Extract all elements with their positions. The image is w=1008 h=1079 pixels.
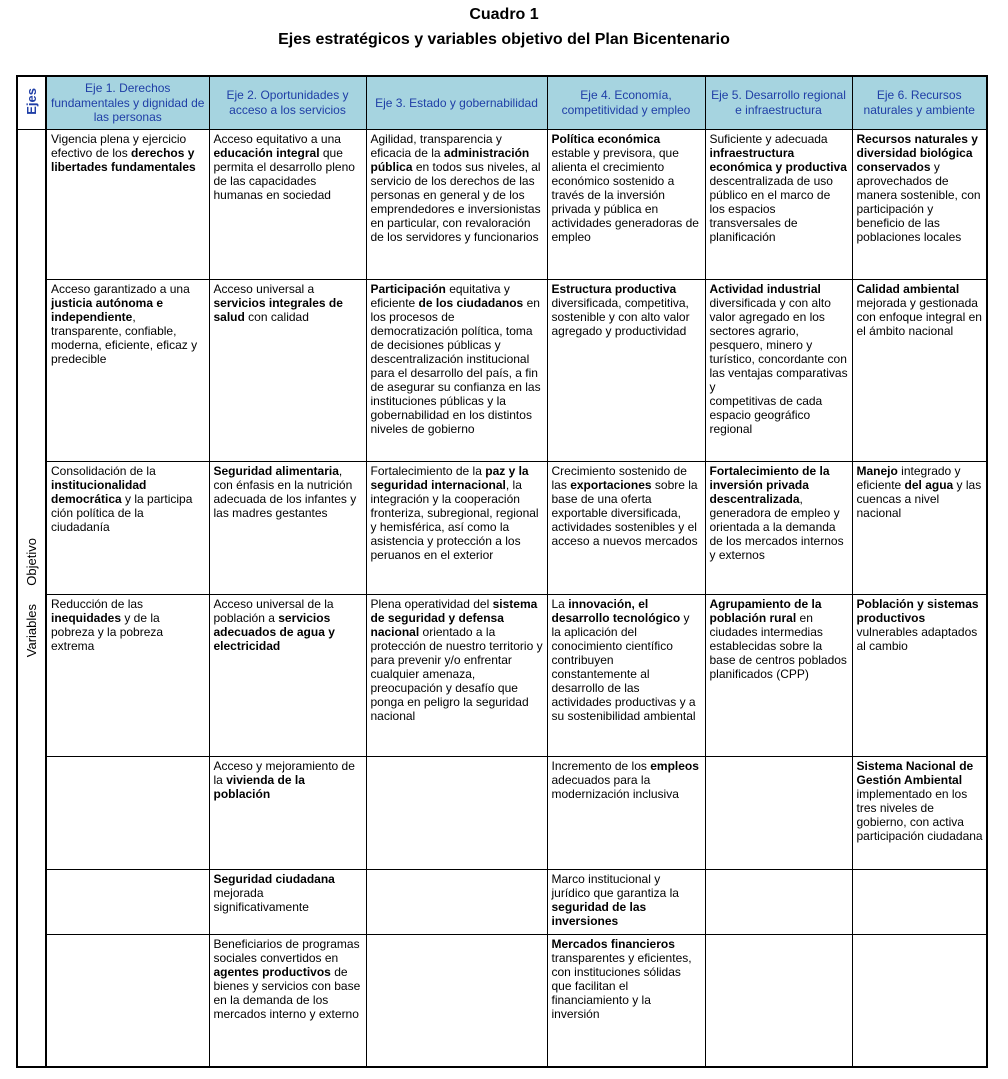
table-cell: Acceso equitativo a una educación integral que permita el desarrollo pleno de las capacidades humanas en sociedad [209,129,366,279]
objetivo-label: Objetivo [24,538,39,586]
variables-label: Variables [24,603,39,658]
table-cell: Sistema Nacional de Gestión Ambiental implementado en los tres niveles de gobierno, con activa participación ciudadana [852,756,987,869]
table-cell [705,756,852,869]
stub-variables-objetivo [17,129,46,1067]
table-cell: Reducción de las inequidades y de la pobreza y la pobreza extrema [46,594,209,756]
table-cell: Beneficiarios de programas sociales convertidos en agentes productivos de bienes y servicios con base en la demanda de los mercados interno y externo [209,934,366,1067]
table-cell: Crecimiento sostenido de las exportaciones sobre la base de una oferta exportable diversificada, actividades sostenibles y el acceso a nuevos mercados [547,461,705,594]
table-title [18,6,990,49]
column-header-eje-2: Eje 2. Oportunidades y acceso a los servicios [209,76,366,129]
table-cell: Plena operatividad del sistema de seguridad y defensa nacional orientado a la protección de nuestro territorio y para prevenir y/o enfrentar cualquier amenaza, preocupación y desafío que ponga en peligro la seguridad nacional [366,594,547,756]
ejes-label: Ejes [23,87,39,115]
column-header-eje-3: Eje 3. Estado y gobernabilidad [366,76,547,129]
stub-header-ejes [17,76,46,129]
table-cell [46,756,209,869]
table-row [17,756,987,869]
table-cell [705,869,852,934]
table-cell: Fortalecimiento de la inversión privada descentralizada, generadora de empleo y orientada a la demanda de los mercados internos y externos [705,461,852,594]
table-cell: Agrupamiento de la población rural en ciudades intermedias establecidas sobre la base de centros poblados planificados (CPP) [705,594,852,756]
table-cell: Agilidad, transparencia y eficacia de la administración pública en todos sus niveles, al servicio de los derechos de las personas en general y de los emprendedores e inversionistas en particular, con revaloración de los servidores y funcionarios [366,129,547,279]
table-cell: Estructura productiva diversificada, competitiva, sostenible y con alto valor agregado y productividad [547,279,705,461]
table-cell: Acceso y mejoramiento de la vivienda de la población [209,756,366,869]
table-cell: Vigencia plena y ejercicio efectivo de los derechos y libertades fundamentales [46,129,209,279]
page-title: Ejes estratégicos y variables objetivo del Plan Bicentenario [278,31,730,48]
table-cell: Política económica estable y previsora, que alienta el crecimiento económico sostenido a través de la inversión privada y pública en actividades generadoras de empleo [547,129,705,279]
table-row [17,279,987,461]
table-cell: Acceso garantizado a una justicia autónoma e independiente, transparente, confiable, moderna, eficiente, eficaz y predecible [46,279,209,461]
table-cell [46,869,209,934]
table-cell [366,756,547,869]
table-cell: Población y sistemas productivos vulnerables adaptados al cambio [852,594,987,756]
table-row [17,934,987,1067]
table-cell: Participación equitativa y eficiente de los ciudadanos en los procesos de democratización política, toma de decisiones públicas y descentralización institucional para el desarrollo del país, a fin de asegurar su confianza en las instituciones públicas y la gobernabilidad en los distintos niveles de gobierno [366,279,547,461]
table-cell: Acceso universal a servicios integrales de salud con calidad [209,279,366,461]
table-cell: Acceso universal de la población a servicios adecuados de agua y electricidad [209,594,366,756]
table-cell [46,934,209,1067]
table-cell: Recursos naturales y diversidad biológica conservados y aprovechados de manera sostenible, con participación y beneficio de las poblaciones locales [852,129,987,279]
table-cell [852,869,987,934]
table-cell: Seguridad alimentaria, con énfasis en la nutrición adecuada de los infantes y las madres gestantes [209,461,366,594]
table-cell: Seguridad ciudadana mejorada significativamente [209,869,366,934]
table-cell [705,934,852,1067]
table-cell: Manejo integrado y eficiente del agua y las cuencas a nivel nacional [852,461,987,594]
table-cell: Actividad industrial diversificada y con alto valor agregado en los sectores agrario, pesquero, minero y turístico, concordante con las ventajas comparativas y competitivas de cada espacio geográfico regional [705,279,852,461]
table-cell: Marco institucional y jurídico que garantiza la seguridad de las inversiones [547,869,705,934]
table-number: Cuadro 1 [469,6,539,23]
table-cell: Incremento de los empleos adecuados para la modernización inclusiva [547,756,705,869]
ejes-estrategicos-table [16,75,988,1068]
column-header-eje-5: Eje 5. Desarrollo regional e infraestructura [705,76,852,129]
table-cell: Mercados financieros transparentes y eficientes, con instituciones sólidas que facilitan el financiamiento y la inversión [547,934,705,1067]
table-cell [366,869,547,934]
column-header-eje-1: Eje 1. Derechos fundamentales y dignidad de las personas [46,76,209,129]
table-cell: Suficiente y adecuada infraestructura económica y productiva descentralizada de uso público en el marco de los espacios transversales de planificación [705,129,852,279]
column-header-eje-6: Eje 6. Recursos naturales y ambiente [852,76,987,129]
table-row [17,869,987,934]
table-cell: Calidad ambiental mejorada y gestionada con enfoque integral en el ámbito nacional [852,279,987,461]
table-row [17,129,987,279]
table-row [17,594,987,756]
table-cell [366,934,547,1067]
table-cell: Consolidación de la institucionalidad democrática y la participa ción política de la ciudadanía [46,461,209,594]
table-cell: Fortalecimiento de la paz y la seguridad internacional, la integración y la cooperación fronteriza, subregional, regional y hemisférica, así como la asistencia y protección a los peruanos en el exterior [366,461,547,594]
column-header-eje-4: Eje 4. Economía, competitividad y empleo [547,76,705,129]
table-cell: La innovación, el desarrollo tecnológico y la aplicación del conocimiento científico contribuyen constantemente al desarrollo de las actividades productivas y a su sostenibilidad ambiental [547,594,705,756]
table-cell [852,934,987,1067]
table-row [17,461,987,594]
